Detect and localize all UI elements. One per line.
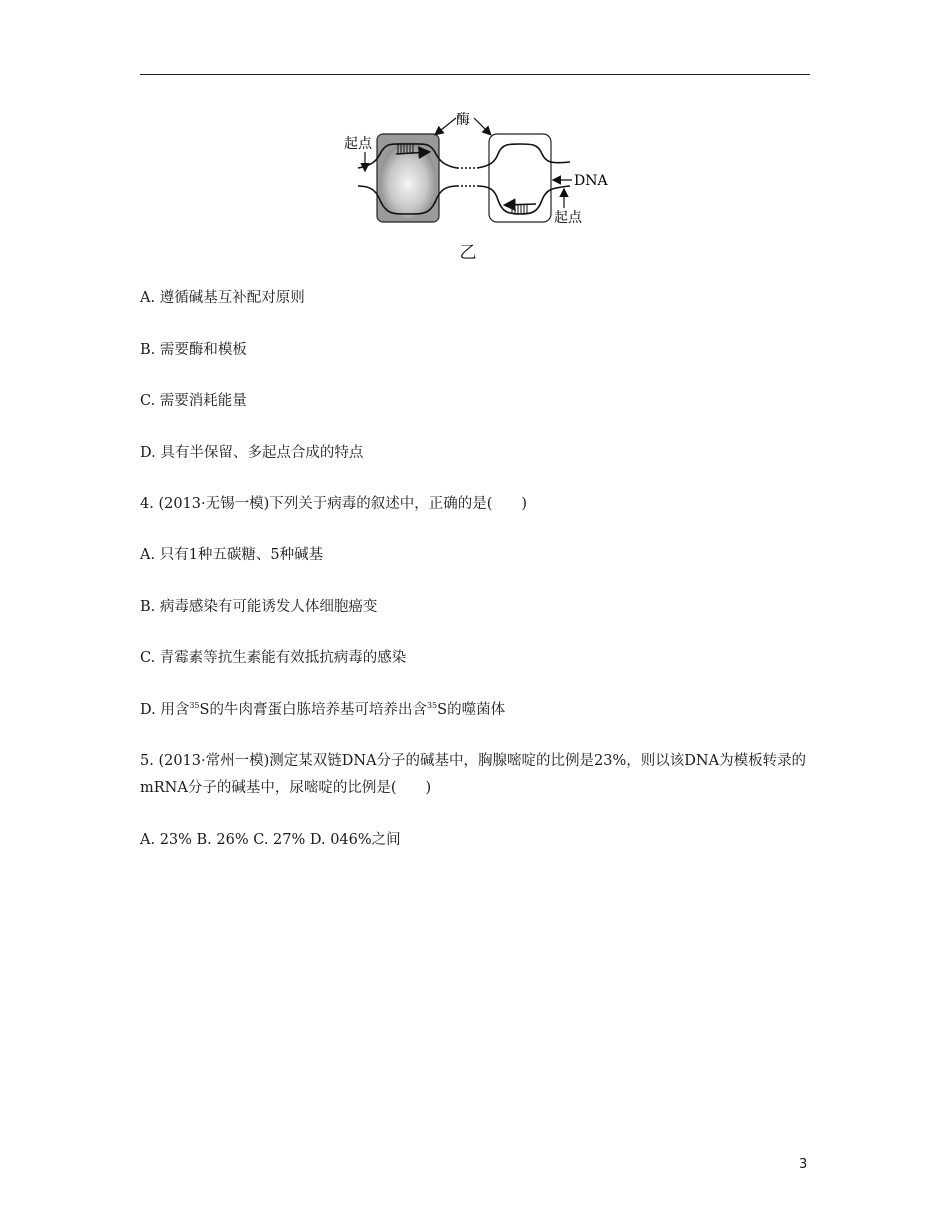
- q4-option-c: C. 青霉素等抗生素能有效抵抗病毒的感染: [140, 650, 407, 666]
- origin-left-label: 起点: [344, 136, 372, 152]
- q5-stem: 5. (2013·常州一模)测定某双链DNA分子的碱基中，胸腺嘧啶的比例是23%，则以该DNA为模板转录的mRNA分子的碱基中，尿嘧啶的比例是( ): [140, 753, 807, 796]
- q4-d-mid: S的牛肉膏蛋白胨培养基可培养出含: [199, 702, 427, 718]
- page-number: 3: [799, 1157, 808, 1172]
- right-replication-box: [489, 134, 551, 222]
- header-rule: [140, 74, 810, 75]
- q4-option-a: A. 只有1种五碳糖、5种碱基: [140, 547, 324, 563]
- q3-option-c: C. 需要消耗能量: [140, 393, 247, 409]
- q4-option-d: [140, 700, 505, 720]
- q4-d-prefix: D. 用含: [140, 702, 190, 718]
- dna-label: DNA: [574, 173, 608, 189]
- figure-caption: 乙: [459, 243, 477, 263]
- q3-option-b: B. 需要酶和模板: [140, 342, 247, 358]
- q4-stem: 4. (2013·无锡一模)下列关于病毒的叙述中，正确的是( ): [140, 496, 528, 512]
- q4-d-suffix: S的噬菌体: [437, 702, 506, 718]
- q4-option-b: B. 病毒感染有可能诱发人体细胞癌变: [140, 599, 378, 615]
- q4-d-sup2: 35: [426, 701, 438, 710]
- q3-option-a: A. 遵循碱基互补配对原则: [140, 290, 305, 306]
- q5-options: A. 23% B. 26% C. 27% D. 046%之间: [140, 832, 401, 848]
- dna-replication-diagram: [340, 104, 620, 230]
- enzyme-label: 酶: [456, 112, 470, 128]
- q4-d-sup1: 35: [189, 701, 200, 710]
- enzyme-arrow-right: [474, 118, 490, 134]
- enzyme-arrow-left: [436, 118, 456, 134]
- origin-right-label: 起点: [554, 210, 582, 226]
- q3-option-d: D. 具有半保留、多起点合成的特点: [140, 445, 364, 461]
